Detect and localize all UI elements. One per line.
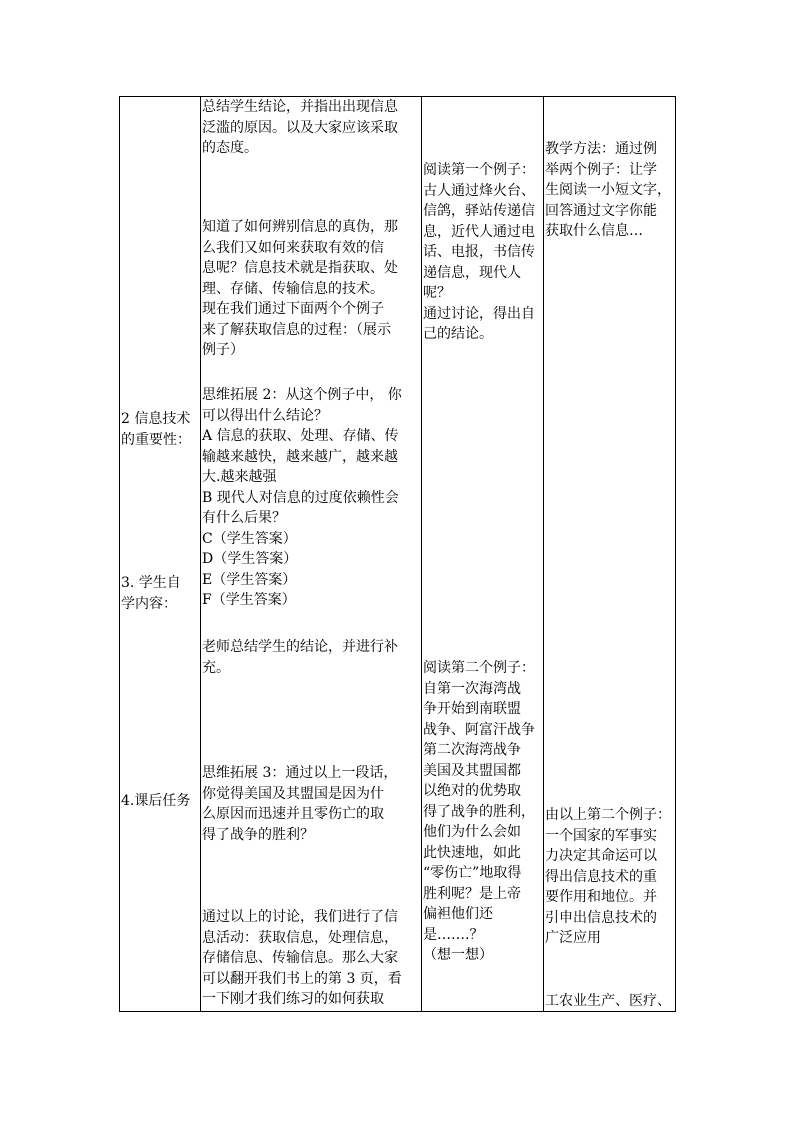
text-line: 你觉得美国及其盟国是因为什 [202,785,384,802]
text-line: C（学生答案） [202,530,297,547]
column-topic [120,97,200,1011]
text-line: 的重要性： [121,431,191,448]
text-line: 理、存储、传输信息的技术。 [202,280,384,297]
text-line: 得了战争的胜利， [423,803,535,820]
text-line: D（学生答案） [202,551,298,567]
text-line: 引申出信息技术的 [545,909,657,926]
text-line: 是…….？ [423,926,484,943]
text-line: 第二次海湾战争 [423,742,521,758]
text-line: 通过以上的讨论，我们进行了信 [202,909,398,925]
text-line: 争开始到南联盟 [423,701,521,717]
text-line: 偏袒他们还 [423,906,493,922]
lesson-plan-table [119,96,676,1012]
text-line: 2 信息技术 [121,411,191,427]
student-paragraph-2 [423,658,543,966]
text-line: 充。 [202,659,230,676]
text-line: F（学生答案） [202,592,296,608]
text-line: 大.越来越强 [202,469,277,485]
text-line: 可以翻开我们书上的第 3 页，看 [202,970,402,987]
item-2-heading [121,409,200,450]
teacher-paragraph-6 [202,907,421,1010]
text-line: 现在我们通过下面两个个例子 [202,301,384,317]
intent-paragraph-3 [545,991,676,1011]
text-line: 以绝对的优势取 [423,783,521,799]
text-line: 泛滥的原因。以及大家应该采取 [202,119,398,136]
text-line: 可以得出什么结论？ [202,407,328,424]
student-paragraph-1 [423,160,543,345]
text-line: 力决定其命运可以 [545,848,657,864]
text-line: 息，近代人通过电 [423,223,535,240]
text-line: 得了战争的胜利？ [202,826,314,843]
teacher-paragraph-3 [202,385,421,611]
column-teacher-activity [201,97,421,1011]
text-line: 自第一次海湾战 [423,680,521,697]
text-line: E（学生答案） [202,571,297,588]
text-line: 教学方法：通过例 [545,141,657,157]
intent-paragraph-1 [545,139,676,242]
text-line: “零伤亡”地取得 [423,865,522,881]
text-line: 存储信息、传输信息。那么大家 [202,950,398,966]
column-student-activity [422,97,543,1011]
text-line: 知道了如何辨别信息的真伪，那 [202,219,398,235]
text-line: 3. 学生自 [121,575,181,591]
text-line: 举两个例子：让学 [545,161,657,178]
intent-paragraph-2 [545,805,676,949]
text-line: 回答通过文字你能 [545,202,657,219]
text-line: 胜利呢？是上帝 [423,885,521,902]
text-line: 思维拓展 3：通过以上一段话， [202,765,398,781]
text-line: B 现代人对信息的过度依赖性会 [202,489,399,506]
text-line: 呢？ [423,285,451,301]
text-line: 美国及其盟国都 [423,762,521,779]
text-line: 信鸽，驿站传递信 [423,203,535,219]
text-line: 一下刚才我们练习的如何获取 [202,991,384,1007]
text-line: A 信息的获取、处理、存储、传 [202,428,399,444]
text-line: 阅读第一个例子： [423,162,535,178]
text-line: 么我们又如何来获取有效的信 [202,239,384,256]
item-4-heading [121,791,200,812]
text-line: 广泛应用 [545,930,601,946]
text-line: 获取什么信息… [545,223,643,239]
column-design-intent [544,97,676,1011]
text-line: 他们为什么会如 [423,824,521,840]
text-line: 递信息，现代人 [423,264,521,281]
text-line: 息呢？信息技术就是指获取、处 [202,260,398,276]
text-line: 一个国家的军事实 [545,827,657,844]
text-line: 生阅读一小短文字， [545,182,671,198]
text-line: 息活动：获取信息，处理信息， [202,929,398,946]
teacher-paragraph-2 [202,217,421,361]
teacher-paragraph-1 [202,97,421,159]
text-line: 思维拓展 2：从这个例子中， 你 [202,387,402,403]
text-line: 么原因而迅速并且零伤亡的取 [202,806,384,822]
text-line: 由以上第二个例子： [545,807,671,823]
text-line: 话、电报，书信传 [423,244,535,260]
text-line: 4.课后任务 [121,793,191,809]
text-line: 战争、阿富汗战争 [423,721,535,738]
text-line: 古人通过烽火台、 [423,182,535,199]
text-line: 工农业生产、医疗、 [545,993,671,1009]
teacher-paragraph-4 [202,637,421,678]
text-line: 要作用和地位。并 [545,889,657,905]
text-line: 总结学生结论，并指出出现信息 [202,99,398,115]
text-line: 学内容： [121,595,177,612]
text-line: 通过讨论，得出自 [423,305,535,322]
text-line: 此快速地，如此 [423,844,521,861]
teacher-paragraph-5 [202,763,421,845]
item-3-heading [121,573,200,614]
text-line: 例子） [202,342,244,358]
text-line: 的态度。 [202,140,258,156]
text-line: 老师总结学生的结论，并进行补 [202,639,398,655]
text-line: 得出信息技术的重 [545,868,657,885]
text-line: 来了解获取信息的过程：（展示 [202,321,391,338]
text-line: 己的结论。 [423,326,493,342]
text-line: （想一想） [423,947,493,963]
text-line: 阅读第二个例子： [423,660,535,676]
text-line: 有什么后果？ [202,510,286,526]
text-line: 输越来越快，越来越广，越来越 [202,448,398,465]
